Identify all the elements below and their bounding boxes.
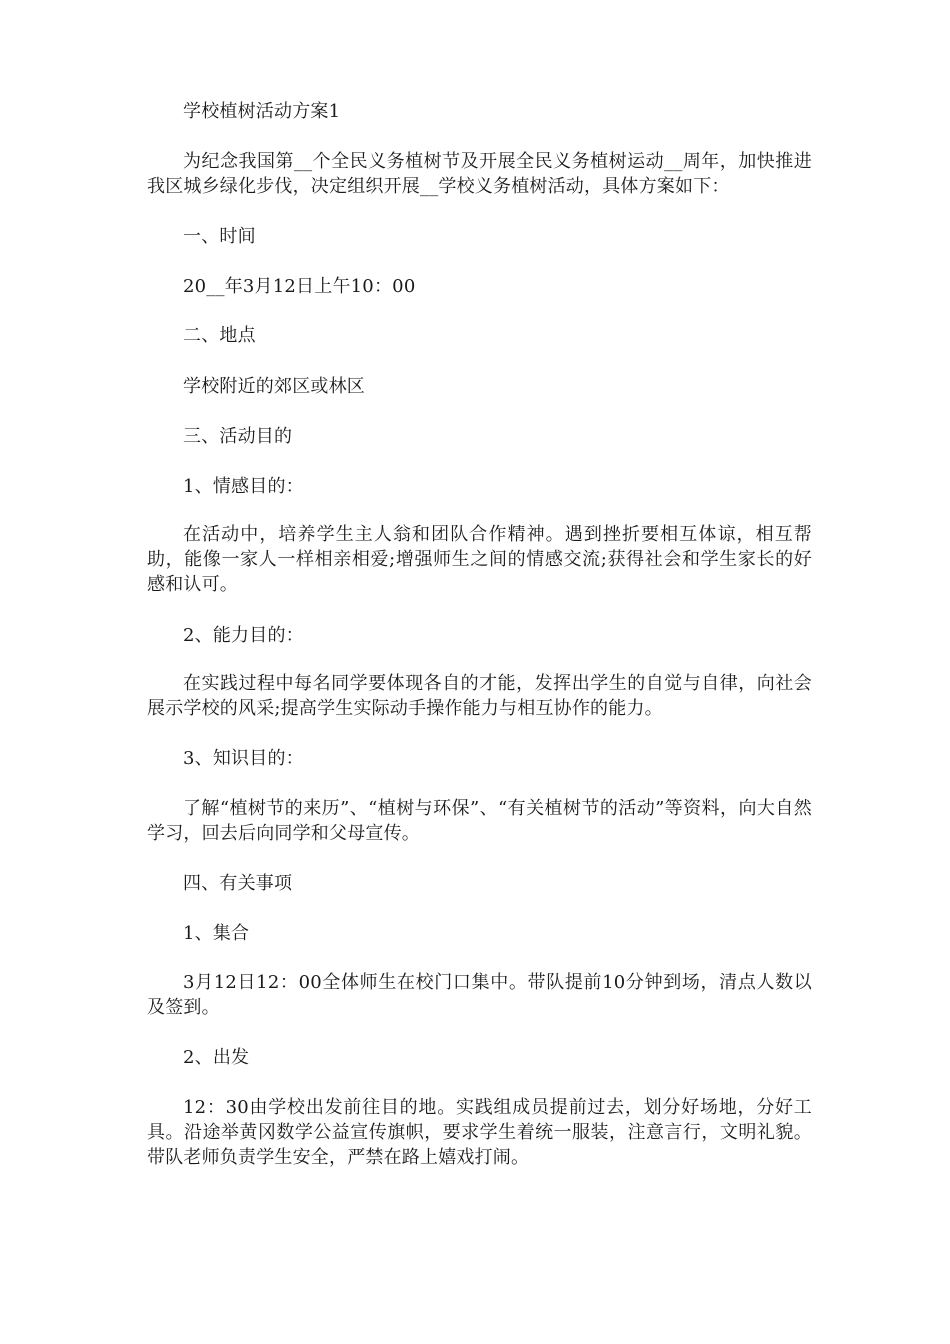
section-heading-time: 一、时间 (183, 226, 256, 247)
paragraph-time: 20__年3月12日上午10：00 (183, 276, 416, 297)
paragraph-departure: 12：30由学校出发前往目的地。实践组成员提前过去，划分好场地，分好工具。沿途举黄冈数学公益宣传旗帜，要求学生着统一服装，注意言行，文明礼貌。带队老师负责学生安全，严禁在路上嬉戏打闹。 (147, 1097, 812, 1168)
paragraph-emotional: 在活动中，培养学生主人翁和团队合作精神。遇到挫折要相互体谅，相互帮助，能像一家人一样相亲相爱;增强师生之间的情感交流;获得社会和学生家长的好感和认可。 (147, 524, 812, 595)
subheading-emotional: 1、情感目的： (183, 476, 304, 497)
document-title: 学校植树活动方案1 (183, 101, 341, 122)
section-heading-purpose: 三、活动目的 (183, 426, 293, 447)
subheading-ability: 2、能力目的： (183, 625, 304, 646)
subheading-departure: 2、出发 (183, 1047, 250, 1068)
section-heading-location: 二、地点 (183, 325, 256, 346)
subheading-gathering: 1、集合 (183, 923, 250, 944)
paragraph-location: 学校附近的郊区或林区 (183, 376, 365, 397)
section-heading-matters: 四、有关事项 (183, 873, 293, 894)
paragraph-ability: 在实践过程中每名同学要体现各自的才能，发挥出学生的自觉与自律，向社会展示学校的风采;提高学生实际动手操作能力与相互协作的能力。 (147, 673, 812, 719)
paragraph-intro: 为纪念我国第__个全民义务植树节及开展全民义务植树运动__周年，加快推进我区城乡绿化步伐，决定组织开展__学校义务植树活动，具体方案如下： (147, 151, 812, 197)
paragraph-knowledge: 了解“植树节的来历”、“植树与环保”、“有关植树节的活动”等资料，向大自然学习，回去后向同学和父母宣传。 (147, 798, 812, 844)
subheading-knowledge: 3、知识目的： (183, 748, 304, 769)
paragraph-gathering: 3月12日12：00全体师生在校门口集中。带队提前10分钟到场，清点人数以及签到。 (147, 972, 812, 1018)
